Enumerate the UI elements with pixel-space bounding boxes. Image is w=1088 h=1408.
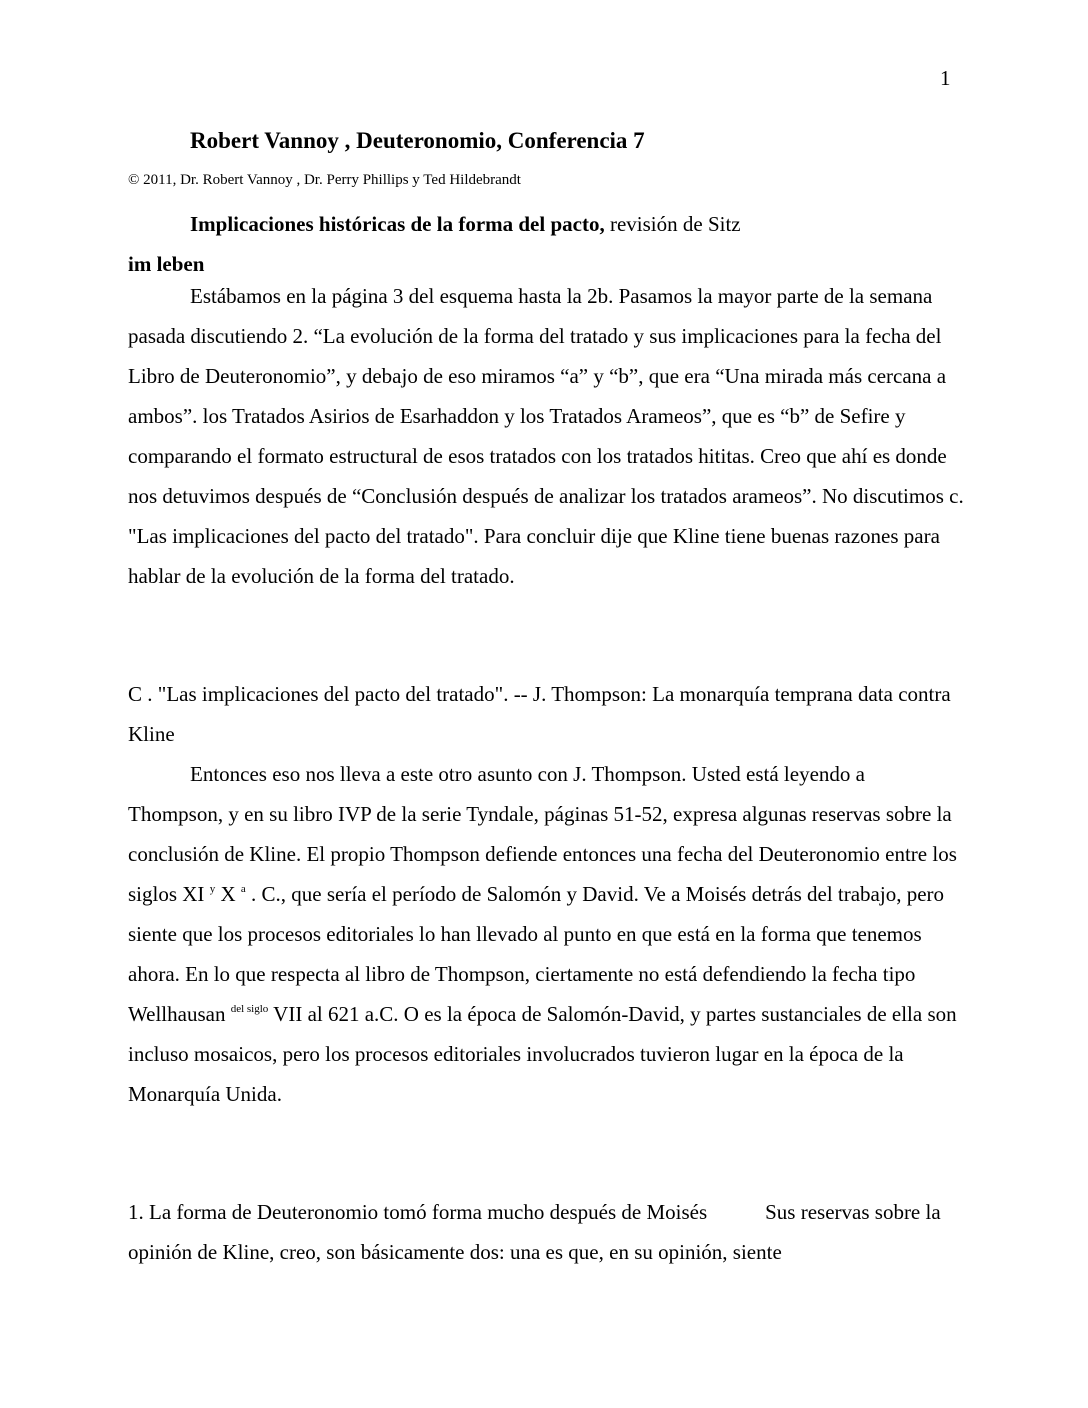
- p3-heading: 1. La forma de Deuteronomio tomó forma mucho después de Moisés: [128, 1200, 708, 1224]
- p2-superscript-3: del siglo: [230, 1003, 269, 1015]
- p2-superscript-2: a: [240, 883, 246, 895]
- p2-text-d: VII al 621 a.C. O es la época de Salomón-David, y partes sustanciales de ella son incluso mosaicos, pero los procesos editoriales involucrados tuvieron lugar en la época de la Monarquía Unida.: [128, 1002, 957, 1106]
- paragraph-1-text: Estábamos en la página 3 del esquema hasta la 2b. Pasamos la mayor parte de la semana pasada discutiendo 2. “La evolución de la forma del tratado y sus implicaciones para la fecha del Libro de Deuteronomio”, y debajo de eso miramos “a” y “b”, que era “Una mirada más cercana a ambos”. los Tratados Asirios de Esarhaddon y los Tratados Arameos”, que es “b” de Sefire y comparando el formato estructural de esos tratados con los tratados hititas. Creo que ahí es donde nos detuvimos después de “Conclusión después de analizar los tratados arameos”. No discutimos c. "Las implicaciones del pacto del tratado". Para concluir dije que Kline tiene buenas razones para hablar de la evolución de la forma del tratado.: [128, 284, 964, 588]
- p2-text-a: Entonces eso nos lleva a este otro asunto con J. Thompson. Usted está leyendo a Thompson, y en su libro IVP de la serie Tyndale, páginas 51-52, expresa algunas reservas sobre la conclusión de Kline. El propio Thompson defiende entonces una fecha del Deuteronomio entre los siglos XI: [128, 762, 957, 906]
- heading-c: [128, 674, 964, 754]
- document-title: Robert Vannoy , Deuteronomio, Conferencia 7: [190, 128, 645, 153]
- heading-c-text: C . "Las implicaciones del pacto del tratado". -- J. Thompson: La monarquía temprana data contra Kline: [128, 682, 951, 746]
- paragraph-3: [128, 1192, 964, 1272]
- p2-text-c: . C., que sería el período de Salomón y David. Ve a Moisés detrás del trabajo, pero siente que los procesos editoriales lo han llevado al punto en que está en la forma que tenemos ahora. En lo que respecta al libro de Thompson, ciertamente no está defendiendo la fecha tipo Wellhausan: [128, 882, 945, 1026]
- p2-text-b: X: [215, 882, 241, 906]
- p2-superscript-1: y: [209, 883, 216, 895]
- page-number: 1: [940, 66, 951, 90]
- paragraph-1: [128, 276, 964, 596]
- section-subtitle: [128, 204, 958, 284]
- subtitle-bold: Implicaciones históricas de la forma del pacto,: [190, 212, 605, 236]
- p3-text: Sus reservas sobre la opinión de Kline, creo, son básicamente dos: una es que, en su opinión, siente: [128, 1200, 941, 1264]
- paragraph-2: [128, 754, 964, 1114]
- subtitle-bold-2: im leben: [128, 252, 205, 276]
- copyright-line: © 2011, Dr. Robert Vannoy , Dr. Perry Phillips y Ted Hildebrandt: [128, 172, 521, 188]
- subtitle-rest: revisión de Sitz: [604, 212, 741, 236]
